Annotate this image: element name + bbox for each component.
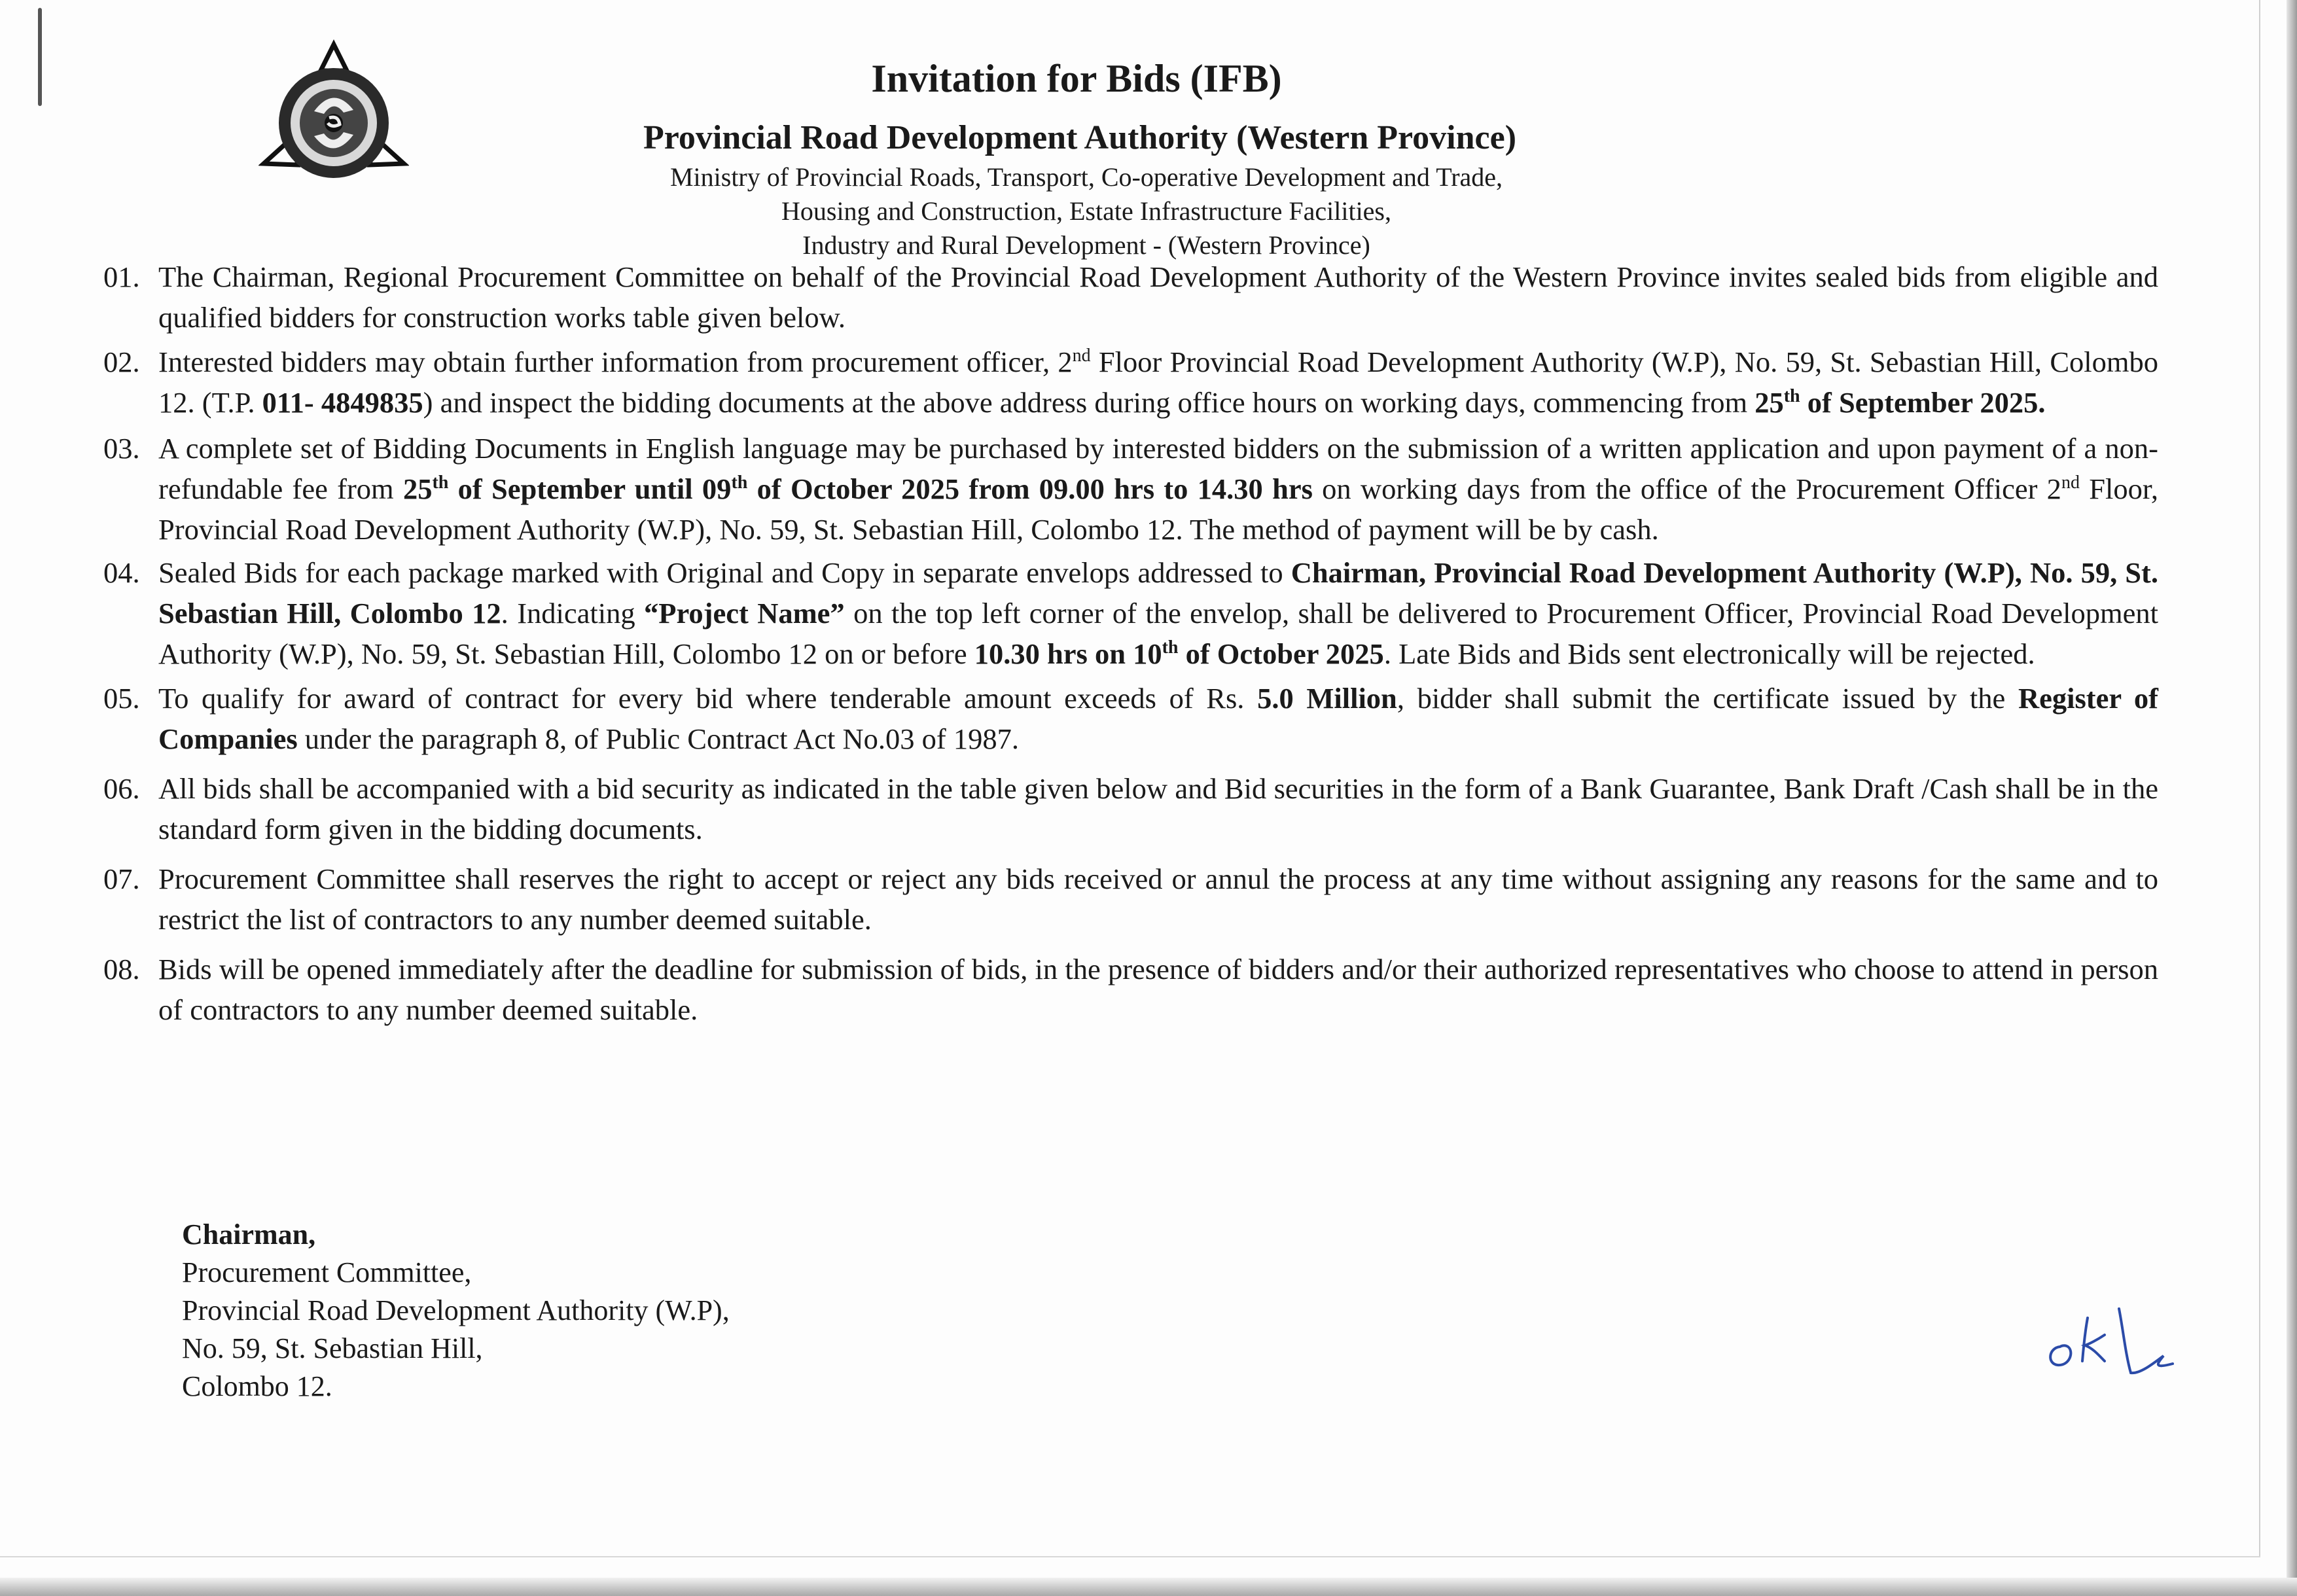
clause-text: All bids shall be accompanied with a bid security as indicated in the table given below and Bid securities in the form of a Bank Guarantee, Bank Draft /Cash shall be in the standard form given in the bidding documents. xyxy=(158,772,2158,845)
purchase-end-rest: of October 2025 from 09.00 hrs to 14.30 hrs xyxy=(747,472,1313,505)
clause-number: 01. xyxy=(103,260,140,293)
commencement-date xyxy=(1754,386,2045,419)
signature-block xyxy=(182,1216,730,1406)
clause-list xyxy=(103,257,2158,1030)
clause-text: A complete set of Bidding Documents in English language may be purchased by interested bidders on the submission of a written application and upon payment of a non-refundable fee from xyxy=(158,432,2158,505)
clause-text: Bids will be opened immediately after the deadline for submission of bids, in the presence of bidders and/or their authorized representatives who choose to attend in person of contractors to any number deemed suitable. xyxy=(158,953,2158,1026)
clause-number: 04. xyxy=(103,556,140,589)
ministry-line: Housing and Construction, Estate Infrastructure Facilities, xyxy=(781,196,1391,226)
signature-line: Provincial Road Development Authority (W.P), xyxy=(182,1294,730,1326)
registry-name: Register of Companies xyxy=(158,682,2159,755)
purchase-start-rest: of September until 09 xyxy=(448,472,732,505)
clause-04 xyxy=(103,552,2158,674)
clause-text: Floor Provincial Road Development Authority (W.P), No. 59, St. Sebastian Hill, Colombo 12. (T.P. xyxy=(158,346,2158,419)
ministry-line: Industry and Rural Development - (Western Province) xyxy=(802,230,1370,260)
clause-text: on the top left corner of the envelop, shall be delivered to Procurement Officer, Provincial Road Development Authority (W.P), No. 59, St. Sebastian Hill, Colombo 12 on or before xyxy=(158,597,2158,670)
clause-text: The Chairman, Regional Procurement Committee on behalf of the Provincial Road Development Authority of the Western Province invites sealed bids from eligible and qualified bidders for construction works table given below. xyxy=(158,260,2158,334)
scan-edge-right xyxy=(2287,0,2297,1596)
deadline-month: of October 2025 xyxy=(1178,637,1384,670)
clause-03 xyxy=(103,428,2158,550)
scan-edge-bottom xyxy=(0,1578,2297,1596)
signature-line: No. 59, St. Sebastian Hill, xyxy=(182,1332,483,1364)
clause-02 xyxy=(103,342,2158,423)
phone-number: 011- 4849835 xyxy=(262,386,423,419)
page-edge-line-bottom xyxy=(0,1556,2260,1557)
clause-text: on working days from the office of the Procurement Officer 2 xyxy=(1312,472,2061,505)
authority-name: Provincial Road Development Authority (Western Province) xyxy=(643,119,1517,156)
purchase-period xyxy=(403,472,1313,505)
handwritten-initials xyxy=(2042,1296,2186,1387)
clause-text: To qualify for award of contract for every bid where tenderable amount exceeds of Rs. xyxy=(158,682,1258,715)
clause-text: Floor, Provincial Road Development Authority (W.P), No. 59, St. Sebastian Hill, Colombo 12. The method of payment will be by cash. xyxy=(158,472,2158,546)
threshold-amount: 5.0 Million xyxy=(1257,682,1397,715)
clause-number: 06. xyxy=(103,772,140,805)
ministry-block xyxy=(0,160,2173,262)
superscript: th xyxy=(1783,386,1800,407)
deadline xyxy=(974,637,1384,670)
clause-text: Procurement Committee shall reserves the right to accept or reject any bids received or annul the process at any time without assigning any reasons for the same and to restrict the list of contractors to any number deemed suitable. xyxy=(158,862,2158,936)
clause-text: , bidder shall submit the certificate issued by the xyxy=(1397,682,2018,715)
clause-07 xyxy=(103,859,2158,940)
page-title: Invitation for Bids (IFB) xyxy=(871,57,1282,100)
clause-06 xyxy=(103,768,2158,849)
clause-text: . Late Bids and Bids sent electronically will be rejected. xyxy=(1383,637,2035,670)
clause-number: 08. xyxy=(103,953,140,985)
clause-01 xyxy=(103,257,2158,338)
clause-text: Sealed Bids for each package marked with Original and Copy in separate envelops addressed to xyxy=(158,556,1291,589)
clause-number: 02. xyxy=(103,346,140,378)
superscript: nd xyxy=(1072,346,1091,366)
addressee: Chairman, Provincial Road Development Authority (W.P), No. 59, St. Sebastian Hill, Colombo 12 xyxy=(158,556,2158,630)
date-day: 25 xyxy=(1754,386,1784,419)
clause-text: under the paragraph 8, of Public Contract Act No.03 of 1987. xyxy=(297,722,1019,755)
deadline-time: 10.30 hrs on 10 xyxy=(974,637,1162,670)
ministry-line: Ministry of Provincial Roads, Transport, Co-operative Development and Trade, xyxy=(669,162,1503,192)
superscript: th xyxy=(432,472,449,493)
page-edge-line xyxy=(2259,0,2260,1557)
clause-number: 03. xyxy=(103,432,140,465)
clause-05 xyxy=(103,678,2158,759)
superscript: nd xyxy=(2061,472,2080,493)
signature-line: Procurement Committee, xyxy=(182,1256,472,1288)
signature-line: Colombo 12. xyxy=(182,1370,332,1402)
superscript: th xyxy=(1162,637,1179,658)
project-name-label: “Project Name” xyxy=(644,597,845,630)
signatory-title: Chairman, xyxy=(182,1218,316,1250)
clause-text: . Indicating xyxy=(501,597,645,630)
superscript: th xyxy=(731,472,748,493)
purchase-start-day: 25 xyxy=(402,472,433,505)
clause-text: ) and inspect the bidding documents at the above address during office hours on working days, commencing from xyxy=(423,386,1755,419)
clause-number: 05. xyxy=(103,682,140,715)
clause-08 xyxy=(103,949,2158,1030)
date-rest: of September 2025. xyxy=(1800,386,2046,419)
clause-text: Interested bidders may obtain further information from procurement officer, 2 xyxy=(158,346,1073,378)
clause-number: 07. xyxy=(103,862,140,895)
